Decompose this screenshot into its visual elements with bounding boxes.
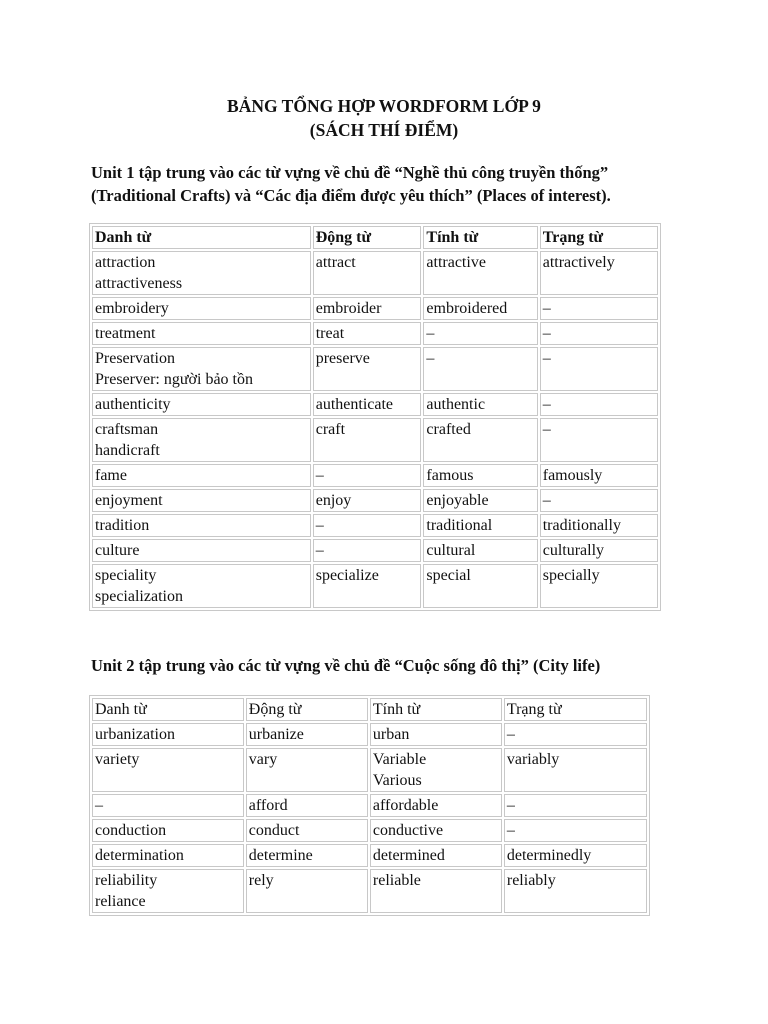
header-adjective: Tính từ bbox=[423, 226, 537, 249]
adjective-text: embroidered bbox=[426, 300, 508, 317]
unit1-intro bbox=[91, 161, 711, 207]
verb-text: conduct bbox=[248, 822, 300, 839]
header-adverb: Trạng từ bbox=[540, 226, 658, 249]
adverb-text: – bbox=[542, 350, 551, 367]
noun-text: variety bbox=[95, 751, 140, 768]
table-header-row bbox=[92, 698, 647, 721]
verb-cell bbox=[313, 393, 422, 416]
adverb-text: reliably bbox=[506, 872, 556, 889]
noun-text: enjoyment bbox=[95, 492, 163, 509]
adjective-cell bbox=[370, 819, 502, 842]
noun-text: urbanization bbox=[95, 726, 175, 743]
adjective-cell bbox=[370, 844, 502, 867]
noun-cell bbox=[92, 514, 311, 537]
document-title: BẢNG TỔNG HỢP WORDFORM LỚP 9 bbox=[227, 96, 541, 116]
verb-cell bbox=[246, 723, 368, 746]
noun-cell bbox=[92, 564, 311, 608]
noun-text: Preserver: người bảo tồn bbox=[95, 371, 253, 388]
noun-text: handicraft bbox=[95, 442, 160, 459]
verb-text: afford bbox=[248, 797, 288, 814]
adverb-cell bbox=[504, 844, 647, 867]
verb-cell bbox=[313, 489, 422, 512]
adjective-text: affordable bbox=[372, 797, 439, 814]
noun-cell bbox=[92, 539, 311, 562]
verb-cell bbox=[313, 251, 422, 295]
table-header-row bbox=[92, 226, 658, 249]
verb-cell bbox=[313, 322, 422, 345]
adjective-cell bbox=[423, 464, 537, 487]
adverb-text: culturally bbox=[542, 542, 605, 559]
unit1-intro-line2: (Traditional Crafts) và “Các địa điểm được yêu thích” (Places of interest). bbox=[91, 186, 611, 205]
verb-text: embroider bbox=[315, 300, 382, 317]
noun-text: attraction bbox=[95, 254, 156, 271]
noun-text: attractiveness bbox=[95, 275, 183, 292]
adjective-text: cultural bbox=[426, 542, 476, 559]
adverb-cell bbox=[540, 464, 658, 487]
noun-cell bbox=[92, 393, 311, 416]
unit1-intro-line1: Unit 1 tập trung vào các từ vựng về chủ đề “Nghề thủ công truyền thống” bbox=[91, 163, 609, 182]
verb-cell bbox=[246, 869, 368, 913]
adverb-text: – bbox=[506, 726, 515, 743]
verb-text: – bbox=[315, 517, 324, 534]
noun-text: treatment bbox=[95, 325, 156, 342]
adverb-cell bbox=[504, 869, 647, 913]
unit2-wordform-table bbox=[89, 695, 650, 916]
verb-text: specialize bbox=[315, 567, 379, 584]
unit2-intro: Unit 2 tập trung vào các từ vựng về chủ đề “Cuộc sống đô thị” (City life) bbox=[91, 656, 601, 675]
verb-cell bbox=[313, 514, 422, 537]
noun-text: fame bbox=[95, 467, 127, 484]
adverb-text: famously bbox=[542, 467, 603, 484]
table-row bbox=[92, 393, 658, 416]
table-row bbox=[92, 723, 647, 746]
adverb-cell bbox=[540, 418, 658, 462]
noun-cell bbox=[92, 297, 311, 320]
noun-text: determination bbox=[95, 847, 184, 864]
adjective-cell bbox=[370, 869, 502, 913]
noun-text: specialization bbox=[95, 588, 183, 605]
adverb-text: specially bbox=[542, 567, 600, 584]
table-row bbox=[92, 748, 647, 792]
unit1-wordform-table bbox=[89, 223, 661, 611]
table-row bbox=[92, 514, 658, 537]
verb-cell bbox=[246, 819, 368, 842]
adjective-text: famous bbox=[426, 467, 474, 484]
noun-cell bbox=[92, 251, 311, 295]
adjective-cell bbox=[423, 418, 537, 462]
verb-text: craft bbox=[315, 421, 346, 438]
adverb-text: – bbox=[542, 300, 551, 317]
adjective-cell bbox=[423, 539, 537, 562]
adverb-text: attractively bbox=[542, 254, 615, 271]
adverb-text: determinedly bbox=[506, 847, 592, 864]
verb-cell bbox=[246, 844, 368, 867]
table-row bbox=[92, 539, 658, 562]
verb-text: preserve bbox=[315, 350, 370, 367]
adjective-text: – bbox=[426, 325, 435, 342]
adjective-text: enjoyable bbox=[426, 492, 489, 509]
verb-text: rely bbox=[248, 872, 274, 889]
adverb-cell bbox=[540, 297, 658, 320]
noun-text: Preservation bbox=[95, 350, 175, 367]
noun-text: reliance bbox=[95, 893, 146, 910]
adjective-cell bbox=[370, 794, 502, 817]
noun-cell bbox=[92, 819, 244, 842]
adverb-text: – bbox=[542, 396, 551, 413]
verb-text: attract bbox=[315, 254, 356, 271]
adjective-text: – bbox=[426, 350, 435, 367]
verb-cell bbox=[313, 564, 422, 608]
adjective-text: special bbox=[426, 567, 471, 584]
adjective-cell bbox=[423, 489, 537, 512]
header-noun: Danh từ bbox=[92, 698, 244, 721]
adjective-cell bbox=[370, 748, 502, 792]
adverb-cell bbox=[504, 819, 647, 842]
adverb-cell bbox=[540, 514, 658, 537]
adjective-text: conductive bbox=[372, 822, 444, 839]
adjective-cell bbox=[423, 251, 537, 295]
table-row bbox=[92, 322, 658, 345]
header-noun: Danh từ bbox=[92, 226, 311, 249]
verb-cell bbox=[313, 347, 422, 391]
adverb-cell bbox=[540, 393, 658, 416]
header-adverb: Trạng từ bbox=[504, 698, 647, 721]
verb-cell bbox=[313, 539, 422, 562]
adjective-text: Various bbox=[372, 772, 422, 789]
adverb-cell bbox=[504, 723, 647, 746]
adverb-cell bbox=[540, 539, 658, 562]
adjective-cell bbox=[423, 564, 537, 608]
noun-cell bbox=[92, 489, 311, 512]
verb-text: enjoy bbox=[315, 492, 352, 509]
verb-text: urbanize bbox=[248, 726, 304, 743]
adjective-text: authentic bbox=[426, 396, 486, 413]
table-row bbox=[92, 794, 647, 817]
table-row bbox=[92, 347, 658, 391]
noun-cell bbox=[92, 418, 311, 462]
adjective-text: Variable bbox=[372, 751, 427, 768]
adverb-text: traditionally bbox=[542, 517, 621, 534]
noun-cell bbox=[92, 748, 244, 792]
header-adjective: Tính từ bbox=[370, 698, 502, 721]
verb-text: vary bbox=[248, 751, 278, 768]
verb-cell bbox=[246, 748, 368, 792]
adverb-cell bbox=[504, 794, 647, 817]
table-row bbox=[92, 819, 647, 842]
verb-text: – bbox=[315, 467, 324, 484]
adjective-text: reliable bbox=[372, 872, 421, 889]
noun-cell bbox=[92, 322, 311, 345]
verb-text: – bbox=[315, 542, 324, 559]
verb-cell bbox=[313, 418, 422, 462]
adverb-text: – bbox=[542, 325, 551, 342]
noun-text: speciality bbox=[95, 567, 157, 584]
header-verb: Động từ bbox=[246, 698, 368, 721]
verb-text: treat bbox=[315, 325, 345, 342]
noun-cell bbox=[92, 844, 244, 867]
table-row bbox=[92, 564, 658, 608]
noun-text: craftsman bbox=[95, 421, 159, 438]
adverb-cell bbox=[540, 347, 658, 391]
adjective-text: attractive bbox=[426, 254, 486, 271]
noun-text: conduction bbox=[95, 822, 167, 839]
verb-cell bbox=[313, 464, 422, 487]
adverb-text: – bbox=[542, 421, 551, 438]
table-row bbox=[92, 418, 658, 462]
adverb-cell bbox=[540, 322, 658, 345]
adjective-text: urban bbox=[372, 726, 410, 743]
noun-cell bbox=[92, 347, 311, 391]
noun-cell bbox=[92, 869, 244, 913]
adverb-cell bbox=[504, 748, 647, 792]
verb-cell bbox=[313, 297, 422, 320]
adjective-cell bbox=[423, 297, 537, 320]
adverb-text: variably bbox=[506, 751, 560, 768]
noun-text: authenticity bbox=[95, 396, 171, 413]
adverb-text: – bbox=[542, 492, 551, 509]
noun-text: culture bbox=[95, 542, 140, 559]
adverb-cell bbox=[540, 564, 658, 608]
table-row bbox=[92, 489, 658, 512]
table-row bbox=[92, 297, 658, 320]
noun-text: tradition bbox=[95, 517, 150, 534]
adjective-cell bbox=[423, 514, 537, 537]
verb-text: determine bbox=[248, 847, 313, 864]
table-row bbox=[92, 251, 658, 295]
table-row bbox=[92, 464, 658, 487]
noun-cell bbox=[92, 794, 244, 817]
table-row bbox=[92, 869, 647, 913]
adjective-text: determined bbox=[372, 847, 445, 864]
adverb-cell bbox=[540, 489, 658, 512]
noun-cell bbox=[92, 464, 311, 487]
document-subtitle: (SÁCH THÍ ĐIỂM) bbox=[309, 120, 459, 140]
header-verb: Động từ bbox=[313, 226, 422, 249]
verb-text: authenticate bbox=[315, 396, 394, 413]
adjective-text: traditional bbox=[426, 517, 493, 534]
verb-cell bbox=[246, 794, 368, 817]
adverb-cell bbox=[540, 251, 658, 295]
table-row bbox=[92, 844, 647, 867]
adjective-cell bbox=[423, 393, 537, 416]
adverb-text: – bbox=[506, 797, 515, 814]
noun-text: embroidery bbox=[95, 300, 169, 317]
adjective-cell bbox=[370, 723, 502, 746]
adjective-text: crafted bbox=[426, 421, 471, 438]
adverb-text: – bbox=[506, 822, 515, 839]
noun-text: reliability bbox=[95, 872, 158, 889]
noun-cell bbox=[92, 723, 244, 746]
adjective-cell bbox=[423, 347, 537, 391]
noun-text: – bbox=[95, 797, 103, 814]
adjective-cell bbox=[423, 322, 537, 345]
